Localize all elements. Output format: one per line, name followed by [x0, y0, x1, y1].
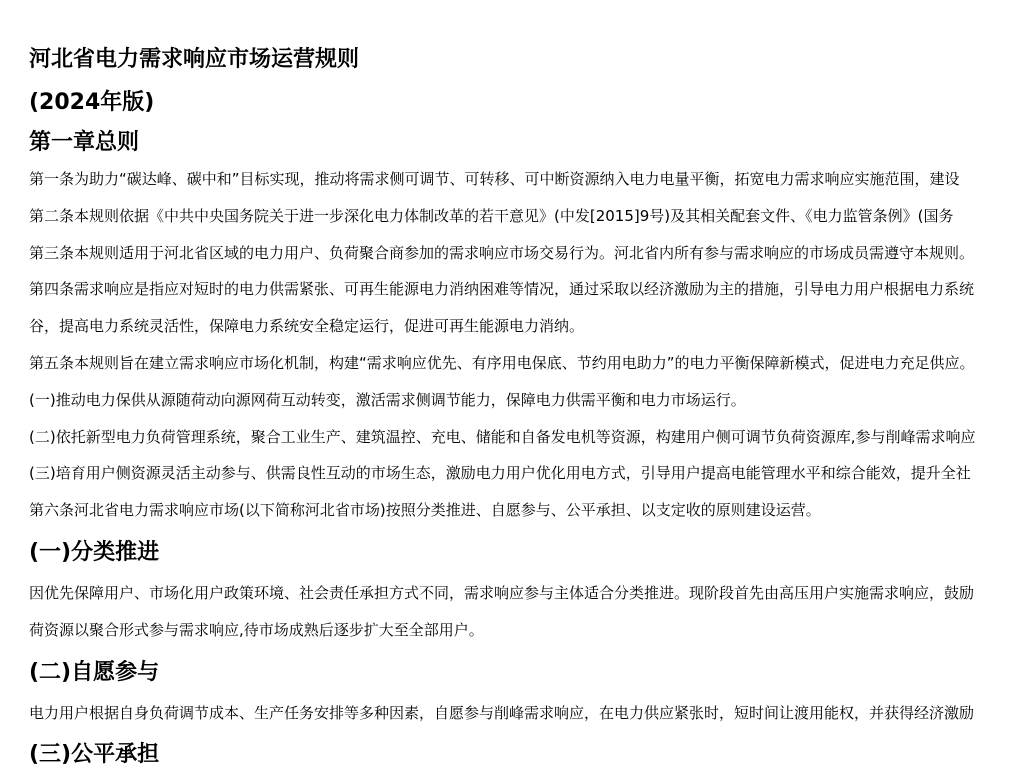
- section-heading: (一)分类推进: [29, 539, 160, 565]
- paragraph: (一)推动电力保供从源随荷动向源网荷互动转变，激活需求侧调节能力，保障电力供需平衡和电力市场运行。: [29, 390, 746, 409]
- chapter-heading: 第一章总则: [29, 130, 140, 155]
- paragraph: 第二条本规则依据《中共中央国务院关于进一步深化电力体制改革的若干意见》(中发[2015]9号)及其相关配套文件、《电力监管条例》(国务: [29, 206, 954, 225]
- section-heading: (二)自愿参与: [29, 659, 160, 685]
- document-title: 河北省电力需求响应市场运营规则: [29, 47, 360, 72]
- paragraph: 电力用户根据自身负荷调节成本、生产任务安排等多种因素，自愿参与削峰需求响应，在电力供应紧张时，短时间让渡用能权，并获得经济激励: [29, 703, 975, 722]
- paragraph: 第三条本规则适用于河北省区域的电力用户、负荷聚合商参加的需求响应市场交易行为。河北省内所有参与需求响应的市场成员需遵守本规则。: [29, 243, 975, 262]
- document-subtitle: (2024年版): [29, 90, 155, 115]
- paragraph: 第四条需求响应是指应对短时的电力供需紧张、可再生能源电力消纳困难等情况，通过采取以经济激励为主的措施，引导电力用户根据电力系统: [29, 280, 975, 299]
- paragraph: (二)依托新型电力负荷管理系统，聚合工业生产、建筑温控、充电、储能和自备发电机等资源，构建用户侧可调节负荷资源库,参与削峰需求响应: [29, 427, 976, 446]
- section-heading: (三)公平承担: [29, 742, 160, 768]
- document-body: [29, 42, 1024, 768]
- paragraph: 第六条河北省电力需求响应市场(以下简称河北省市场)按照分类推进、自愿参与、公平承担、以支定收的原则建设运营。: [29, 501, 821, 520]
- paragraph: 第一条为助力“碳达峰、碳中和”目标实现，推动将需求侧可调节、可转移、可中断资源纳入电力电量平衡，拓宽电力需求响应实施范围，建设: [29, 170, 960, 188]
- paragraph: 第五条本规则旨在建立需求响应市场化机制，构建“需求响应优先、有序用电保底、节约用电助力”的电力平衡保障新模式，促进电力充足供应。: [29, 353, 975, 372]
- paragraph: 谷，提高电力系统灵活性，保障电力系统安全稳定运行，促进可再生能源电力消纳。: [29, 317, 585, 336]
- paragraph: 因优先保障用户、市场化用户政策环境、社会责任承担方式不同，需求响应参与主体适合分类推进。现阶段首先由高压用户实施需求响应，鼓励: [29, 583, 975, 602]
- paragraph: (三)培育用户侧资源灵活主动参与、供需良性互动的市场生态，激励电力用户优化用电方式，引导用户提高电能管理水平和综合能效，提升全社: [29, 464, 971, 483]
- paragraph: 荷资源以聚合形式参与需求响应,待市场成熟后逐步扩大至全部用户。: [29, 620, 484, 639]
